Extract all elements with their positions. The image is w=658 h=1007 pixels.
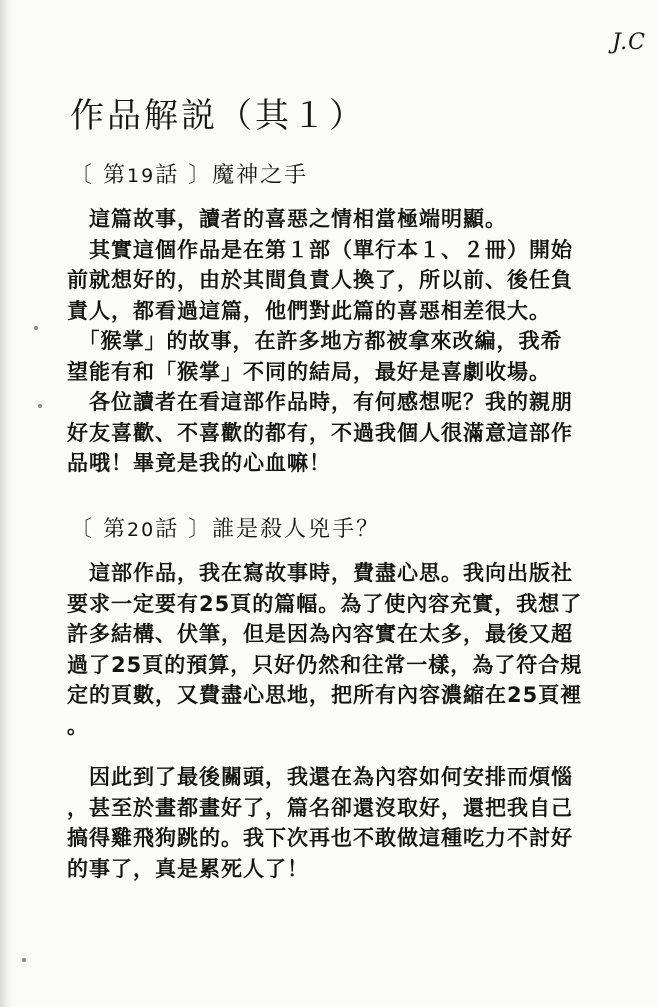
heading-episode-number: 20 (127, 519, 156, 541)
text-line: 各位讀者在看這部作品時，有何感想呢？我的親朋 (67, 390, 573, 414)
text-line: 這部作品，我在寫故事時，費盡心思。我向出版社 (67, 561, 573, 585)
header-initials: J.C (612, 30, 646, 55)
text-line: 搞得雞飛狗跳的。我下次再也不敢做這種吃力不討好 (67, 826, 573, 850)
text-line: 過了25頁的預算，只好仍然和往常一樣，為了符合規 (67, 652, 583, 677)
heading-close: 話 〕誰是殺人兇手？ (155, 517, 381, 542)
section-body-20 (67, 558, 612, 741)
text-line: 這篇故事，讀者的喜惡之情相當極端明顯。 (67, 207, 507, 231)
text-line: 責人，都看過這篇，他們對此篇的喜惡相差很大。 (67, 298, 551, 323)
heading-close: 話 〕魔神之手 (155, 163, 309, 188)
section-heading-20 (70, 512, 380, 543)
text-line: 要求一定要有25頁的篇幅。為了使內容充實，我想了 (67, 591, 583, 616)
page-binding-edge (0, 0, 14, 1007)
text-line: 前就想好的，由於其間負責人換了，所以前、後任負 (67, 268, 573, 292)
scan-speck (22, 958, 26, 962)
section-heading-19 (70, 158, 308, 189)
text-line: 好友喜歡、不喜歡的都有，不過我個人很滿意這部作 (67, 420, 573, 445)
page-title: 作品解説（其１） (70, 96, 366, 136)
heading-episode-number: 19 (127, 165, 156, 187)
scan-speck (34, 326, 38, 330)
text-line: 許多結構、伏筆，但是因為內容實在太多，最後又超 (67, 622, 573, 646)
text-line: 的事了，真是累死人了！ (67, 856, 309, 881)
text-line: 因此到了最後關頭，我還在為內容如何安排而煩惱 (67, 765, 573, 789)
text-line: 望能有和「猴掌」不同的結局，最好是喜劇收場。 (67, 359, 551, 384)
text-line: 定的頁數，又費盡心思地，把所有內容濃縮在25頁裡 (67, 683, 583, 707)
text-line: 。 (67, 713, 89, 738)
heading-open: 〔 第 (70, 163, 127, 188)
text-line: 品哦！畢竟是我的心血嘛！ (67, 451, 331, 475)
text-line: 「猴掌」的故事，在許多地方都被拿來改編，我希 (67, 329, 563, 353)
text-line: 其實這個作品是在第１部（單行本１、２冊）開始 (67, 237, 573, 262)
heading-open: 〔 第 (70, 517, 127, 542)
section-body-19 (67, 204, 612, 479)
text-line: ，甚至於畫都畫好了，篇名卻還沒取好，還把我自己 (67, 795, 573, 820)
section-body-20-continued (67, 762, 612, 884)
scan-speck (38, 404, 42, 408)
